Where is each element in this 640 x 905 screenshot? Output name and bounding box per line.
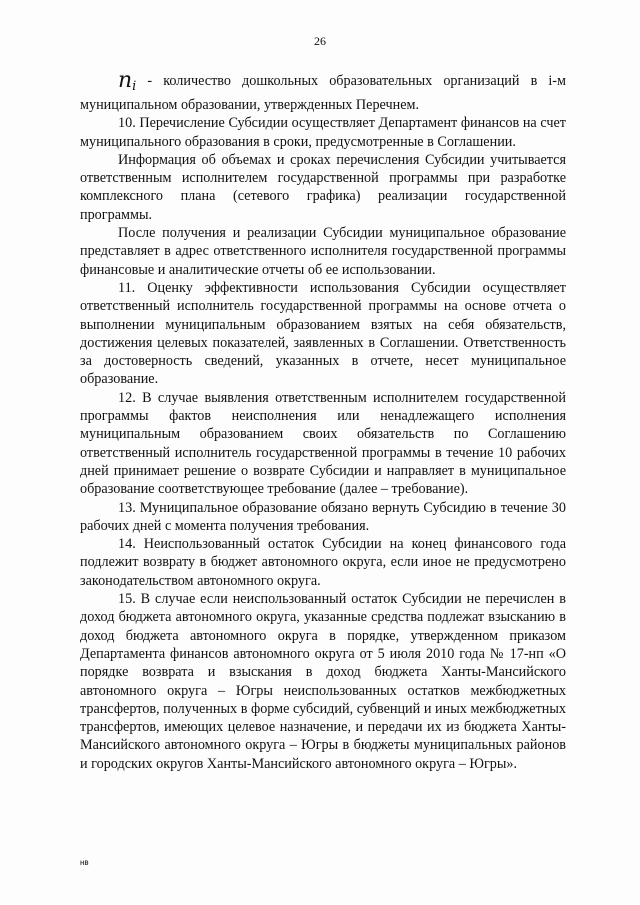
paragraph-item-12: 12. В случае выявления ответственным исполнителем государственной программы фактов неисполнения или ненадлежащего исполнения муниципальным образованием своих обязательств по Соглашению ответственный исполнитель государственной программы в течение 10 рабочих дней принимает решение о возврате Субсидии и направляет в муниципальное образование соответствующее требование (далее – требование). [80,389,566,498]
paragraph-item-15: 15. В случае если неиспользованный остаток Субсидии не перечислен в доход бюджета автономного округа, указанные средства подлежат взысканию в доход бюджета автономного округа в порядке, утвержденном приказом Департамента финансов автономного округа от 5 июля 2010 года № 17-нп «О порядке возврата и взыскания в доход бюджета Ханты-Мансийского автономного округа – Югры неиспользованных остатков межбюджетных трансфертов, полученных в форме субсидий, субвенций и иных межбюджетных трансфертов, имеющих целевое назначение, и передачи их из бюджета Ханты-Мансийского автономного округа – Югры в бюджеты муниципальных районов и городских округов Ханты-Мансийского автономного округа – Югры». [80,591,566,772]
paragraph-item-11: 11. Оценку эффективности использования Субсидии осуществляет ответственный исполнитель государственной программы на основе отчета о выполнении муниципальным образованием взятых на себя обязательств, достижения целевых показателей, заявленных в Соглашении. Ответственность за достоверность сведений, указанных в отчете, несет муниципальное образование. [80,279,566,388]
paragraph-item-10: 10. Перечисление Субсидии осуществляет Департамент финансов на счет муниципального образования в сроки, предусмотренные в Соглашении. [80,115,566,150]
variable-subscript: i [132,79,137,94]
paragraph-information: Информация об объемах и сроках перечисления Субсидии учитывается ответственным исполнителем государственной программы при разработке комплексного плана (сетевого графика) реализации государственной программы. [80,151,566,223]
variable-definition-text: - количество дошкольных образовательных организаций в i-м муниципальном образовании, утвержденных Перечнем. [80,73,566,113]
document-body [80,68,566,773]
paragraph-after-receipt: После получения и реализации Субсидии муниципальное образование представляет в адрес ответственного исполнителя государственной программы финансовые и аналитические отчеты об ее использовании. [80,225,566,278]
page-number: 26 [314,34,326,48]
paragraph-item-13: 13. Муниципальное образование обязано вернуть Субсидию в течение 30 рабочих дней с момента получения требования. [80,499,566,534]
paragraph-variable-definition [80,68,566,114]
variable-symbol: $n_i$ [118,68,137,94]
paragraph-item-14: 14. Неиспользованный остаток Субсидии на конец финансового года подлежит возврату в бюджет автономного округа, если иное не предусмотрено законодательством автономного округа. [80,536,566,589]
footer-mark: нв [80,858,89,867]
